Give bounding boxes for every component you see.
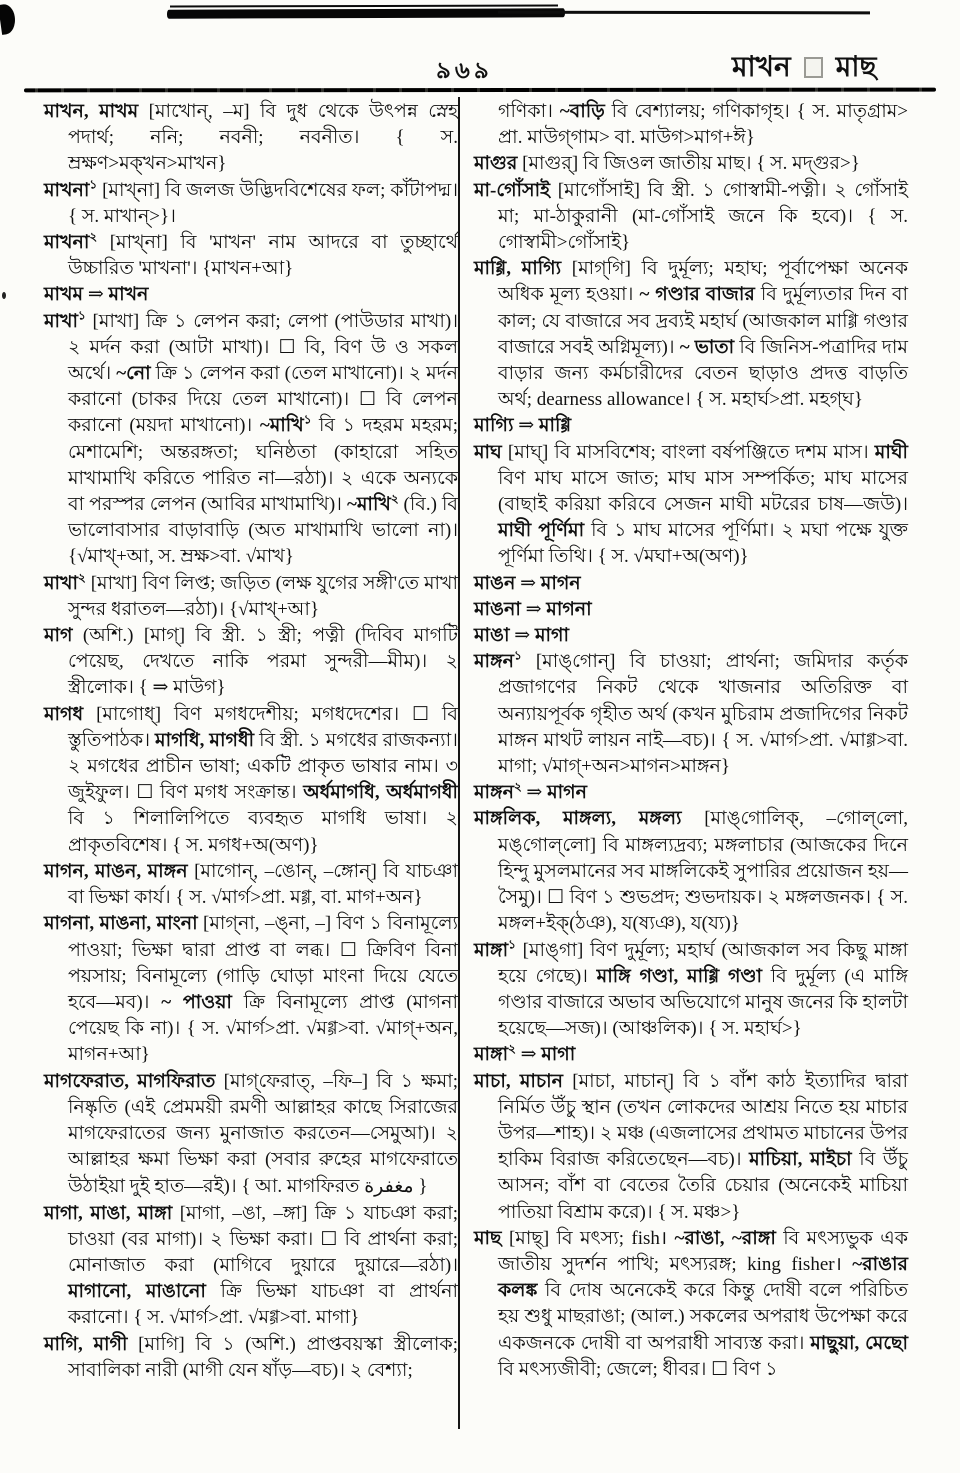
headword-text: মাঙ্গি গণ্ডা, মাগ্গি গণ্ডা [596, 965, 763, 987]
headword-text: মাঘী পূর্ণিমা [498, 520, 585, 542]
superscript: ১ [303, 414, 312, 428]
entry-text: [মাখ্‌না] বি 'মাখন' নাম আদরে বা তুচ্ছার্থে উচ্চারিত 'মাখনা'। {মাখন+আ} [68, 232, 458, 280]
headword-text: মাগি, মাগী [44, 1333, 128, 1355]
headword-text: মাগা [534, 625, 569, 647]
entry-text: ⇒ [520, 598, 547, 620]
headword-text: মাঙনা [474, 598, 521, 620]
headword-text: ~মাখি [347, 494, 391, 516]
headword-text: মাগ [44, 625, 73, 647]
headword-text: মাছুয়া, মেছো [810, 1332, 908, 1354]
dictionary-entry [474, 151, 908, 177]
headword-text: মাছ [474, 1227, 502, 1249]
column-divider [458, 97, 460, 1429]
left-column [44, 99, 458, 1384]
headword-text: মাঘ [474, 441, 502, 463]
superscript: ১ [78, 309, 86, 323]
entry-text: ⇒ [521, 782, 548, 804]
entry-text: ⇒ [509, 625, 535, 647]
headword-text: মাঙা [474, 625, 510, 647]
headword-text: মাঙন [474, 572, 516, 594]
headword-text: মাগন, মাঙন, মাঙ্গন [44, 860, 188, 882]
dictionary-entry [474, 1069, 908, 1226]
entry-text: [মাগুর্‌] বি জিওল জাতীয় মাছ। { স. মদ্‌গুর>} [517, 153, 860, 175]
dictionary-entry [474, 99, 908, 151]
entry-text: ⇒ [83, 284, 109, 306]
headword-text: অর্ধমাগধি, অর্ধমাগধী [303, 782, 458, 804]
dictionary-entry [474, 649, 908, 780]
header-rule [24, 88, 936, 93]
entry-text: (অশি.) [মাগ্‌] বি স্ত্রী. ১ স্ত্রী; পত্নী (দিবিব মাগটি পেয়েছ, দেখতে নাকি পরমা সুন্দরী—মীম)। ২ স্ত্রীলোক। { ⇒ মাউগ} [68, 625, 458, 699]
headword-text: মাগ্গি [538, 415, 572, 437]
headword-text: মাখা [44, 310, 79, 332]
headword-text: মাচা, মাচান [474, 1070, 564, 1092]
guide-separator-square-icon [804, 57, 823, 78]
dictionary-entry [474, 1042, 908, 1068]
right-column [474, 99, 908, 1383]
headword-text: ~ ভাতা [679, 336, 735, 358]
entry-text: [মাখোন্, –ম] বি দুধ থেকে উৎপন্ন স্নেহ পদার্থ; ননি; নবনী; নবনীত। { স. ম্রক্ষণ>মক্খন>মাখন} [68, 101, 459, 175]
dictionary-entry [474, 1226, 908, 1383]
page-number: ৯৬৯ [436, 58, 493, 83]
dictionary-entry [474, 623, 908, 649]
entry-text: مغفرة [364, 1175, 414, 1198]
entry-text: ⇒ [515, 1044, 542, 1066]
entry-text: [মাখা] ক্রি ১ লেপন করা; লেপা (পাউডার মাখা)। ২ মর্দন করা (আটা মাখা)। ☐ বি, বিণ উ ও সকল অর্থে। [68, 310, 458, 385]
entry-text: [মাচা, মাচান্‌] বি ১ বাঁশ কাঠ ইত্যাদির দ্বারা নির্মিত উঁচু স্থান (তখন লোকদের আশ্রয় নিতে হয় মাচার উপর—শাহ)। ২ মঞ্চ (এজলাসের প্রথামত মাচানের উপর হাকিম বিরাজ করিতেছেন—বচ)। [498, 1070, 908, 1171]
dictionary-entry [474, 780, 908, 806]
superscript: ১ [508, 938, 516, 952]
dictionary-entry [474, 178, 908, 257]
entry-text: (বি.) বি ভালোবাসার বাড়াবাড়ি (অত মাখামাখি ভালো না)। {√মাখ্‌+আ, স. ম্রক্ষ>বা. √মাখ} [68, 494, 458, 568]
headword-text: মাঘী [874, 441, 908, 463]
entry-text: [মাগোধ্‌] বিণ মগধদেশীয়; মগধদেশের। ☐ বি স্তুতিপাঠক। [68, 703, 458, 751]
headword-text: মাগধি, মাগধী [155, 729, 255, 751]
entry-text: [মাগা, –ঙা, –ঙ্গা] ক্রি ১ যাচঞা করা; চাওয়া (বর মাগা)। ২ ভিক্ষা করা। ☐ বি প্রার্থনা করা; মোনাজাত করা (মাগিবে দুয়ারে দুয়ারে—রঠা)। [68, 1202, 458, 1276]
dictionary-entry [474, 806, 908, 937]
entry-text: [মাঘ্‌] বি মাসবিশেষ; বাংলা বর্ষপঞ্জিতে দশম মাস। [501, 441, 875, 463]
headword-text: মাগুর [474, 153, 518, 175]
entry-text: [মাছ্‌] বি মৎস্য; fish। [501, 1227, 675, 1249]
dictionary-entry [44, 859, 458, 911]
dictionary-entry [474, 256, 908, 413]
headword-text: মাখন [108, 284, 149, 306]
entry-text: [মাখ্‌না] বি জলজ উদ্ভিদবিশেষের ফল; কাঁটাপদ্ম। { স. মাখান্‌>}। [68, 179, 458, 227]
headword-text: মাগনা [546, 598, 592, 620]
headword-text: মাগা, মাঙা, মাঙ্গা [44, 1202, 173, 1224]
dictionary-entry [44, 99, 458, 178]
headword-text: মাখম [44, 284, 84, 306]
dictionary-entry [44, 309, 458, 571]
entry-text: বি স্ত্রী. ১ মগধের রাজকন্যা। ২ মগধের প্রাচীন ভাষা; একটি প্রাকৃত ভাষার নাম। ৩ জুইফুল। ☐ বিণ মগধ সংক্রান্ত। [68, 729, 458, 804]
headword-text: মাঙ্গা [474, 939, 509, 961]
entry-text: ক্রি ১ লেপন করা (তেল মাখানো)। ২ মর্দন করানো (চাকর দিয়ে তেল মাখানো)। ☐ বি লেপন করানো (ময়দা মাখানো)। [68, 363, 458, 437]
headword-text: মাচিয়া, মাইচা [749, 1149, 852, 1171]
headword-text: মাগনা, মাঙনা, মাংনা [44, 913, 198, 935]
scan-artifact-line-right [498, 11, 870, 15]
entry-text: [মাগোন্‌, –ঙোন্‌, –ঙ্গোন্‌] বি যাচঞা বা ভিক্ষা কার্য। { স. √মার্গ>প্রা. মগ্গ, বা. মাগ+অন} [68, 860, 458, 909]
entry-text: [মাগ্‌না, –ঙ্‌না, –] বিণ ১ বিনামূল্যে পাওয়া; ভিক্ষা দ্বারা প্রাপ্ত বা লব্ধ। ☐ ক্রিবিণ বিনা পয়সায়; বিনামূল্যে (গাড়ি ঘোড়া মাংনা দিয়ে যেতে হবে—মব)। [68, 913, 459, 1013]
headword-text: মাগ্গি, মাগ্যি [474, 258, 562, 280]
superscript: ২ [390, 492, 399, 506]
guide-word-right: মাছ [835, 52, 877, 83]
superscript: ১ [89, 178, 98, 192]
headword-text: মাখন, মাখম [44, 101, 139, 122]
entry-text: বি দুর্মূল্য (এ মাঙ্গি গণ্ডার বাজারে অভাব অভিযোগে মানুষ জনের কি হালটা হয়েছে—সজ)। (আঞ্চলিক)। { স. মহার্ঘ>} [498, 965, 908, 1040]
guide-words [732, 45, 876, 92]
entry-text: ⇒ [513, 415, 539, 437]
headword-text: মাখা [44, 572, 79, 594]
entry-text: [মাগ্‌গি] বি দুর্মূল্য; মহাঘ; পূর্বাপেক্ষা অনেক অধিক মূল্য হওয়া। [498, 258, 908, 306]
dictionary-entry [474, 413, 908, 439]
entry-text: ক্রি বিনামূল্যে প্রাপ্ত (মাগনা পেয়েছ কি না)। { স. √মার্গ>প্রা. √মগ্গ>বা. √মাগ্‌+অন, মাগন+আ} [68, 991, 458, 1066]
headword-text: ~মাখি [259, 415, 304, 437]
entry-text: বি দোষ অনেকেই করে কিন্তু দোষী বলে পরিচিত হয় শুধু মাছরাঙা; (আল.) সকলের অপরাধ উপেক্ষা করে একজনকে দোষী বা অপরাধী সাব্যস্ত করা। [498, 1280, 908, 1354]
scan-artifact-dot [2, 292, 6, 299]
headword-text: ~ গণ্ডার বাজার [639, 284, 755, 306]
entry-text: গণিকা। [498, 101, 560, 122]
dictionary-entry [44, 1069, 458, 1201]
dictionary-entry [474, 440, 908, 571]
entry-text: ⇒ [515, 572, 541, 594]
dictionary-entry [44, 623, 458, 702]
headword-text: মাগন [547, 782, 587, 804]
headword-text: মা-গোঁসাই [474, 179, 551, 201]
headword-text: মাঙ্গলিক, মাঙ্গল্য, মঙ্গল্য [474, 808, 682, 830]
scan-artifact-corner [0, 3, 17, 35]
headword-text: মাগা [541, 1044, 576, 1066]
entry-text: [মাগি] বি ১ (অশি.) প্রাপ্তবয়স্কা স্ত্রীলোক; সাবালিকা নারী (মাগী যেন ষাঁড়—বচ)। ২ বেশ্যা; [68, 1333, 458, 1381]
dictionary-entry [474, 571, 908, 597]
dictionary-entry [474, 597, 908, 623]
superscript: ১ [514, 649, 522, 663]
headword-text: মাগানো, মাঙানো [68, 1281, 206, 1303]
entry-text: বি দুর্মূল্যতার দিন বা কাল; যে বাজারে সব দ্রব্যই মহার্ঘ (আজকাল মাগ্গি গণ্ডার বাজারে সবই অগ্নিমূল্য)। [498, 284, 909, 358]
headword-text: মাগধ [44, 703, 84, 725]
headword-text: মাঙ্গন [474, 782, 515, 804]
dictionary-entry [44, 1201, 458, 1332]
headword-text: মাখনা [44, 232, 90, 254]
headword-text: ~ পাওয়া [161, 991, 232, 1013]
superscript: ২ [508, 1042, 516, 1056]
dictionary-entry [44, 702, 458, 859]
entry-text: বি ১ শিলালিপিতে ব্যবহৃত মাগধি ভাষা। ২ প্রাকৃতবিশেষ। { স. মগধ+অ(অণ)} [68, 808, 458, 856]
scan-artifact-line-top [170, 4, 558, 7]
entry-text: বি জিনিস-পত্রাদির দাম বাড়ার জন্য কর্মচারীদের বেতন ছাড়াও প্রদত্ত বাড়তি অর্থ; dearness allowance। { স. মহার্ঘ>প্রা. মহগ্ঘ} [498, 336, 908, 411]
dictionary-entry [44, 230, 458, 282]
dictionary-entry [44, 911, 458, 1068]
superscript: ২ [89, 230, 98, 244]
headword-text: মাগ্যি [474, 415, 514, 437]
dictionary-entry [44, 1332, 458, 1384]
superscript: ২ [78, 571, 86, 585]
headword-text: মাখনা [44, 179, 90, 201]
dictionary-entry [44, 571, 458, 623]
headword-text: ~রাঙার কলঙ্ক [498, 1253, 908, 1302]
headword-text: ~বাড়ি [559, 101, 605, 122]
entry-text: [মাঙ্‌গোলিক্‌, –গোল্‌লো, মঙ্‌গোল্‌লো] বি মাঙ্গল্যদ্রব্য; মঙ্গলাচার (আজকের দিনে হিন্দু মুসলমানের সব মাঙ্গলিকেই সুপারির প্রয়োজন হয়—সৈমু)। ☐ বিণ ১ শুভপ্রদ; শুভদায়ক। ২ মঙ্গলজনক। { স. মঙ্গল+ইক্‌(ঠঞ), য(ষ্যঞ), য(য্য)} [498, 808, 908, 935]
headword-text: মাগফেরাত, মাগফিরাত [44, 1070, 216, 1092]
entry-text: বি উঁচু আসন; বাঁশ বা বেতের তৈরি চেয়ার (অনেকেই মাচিয়া পাতিয়া বিশ্রাম করে)। { স. মঞ্চ>} [498, 1149, 908, 1223]
entry-text: বি ১ মাঘ মাসের পূর্ণিমা। ২ মঘা পক্ষে যুক্ত পূর্ণিমা তিথি। { স. √মঘা+অ(অণ)} [498, 520, 908, 568]
headword-text: মাগন [540, 572, 581, 594]
entry-text: [মাঙ্‌গা] বিণ দুর্মূল্য; মহার্ঘ (আজকাল সব কিছু মাঙ্গা হয়ে গেছে)। [498, 939, 908, 987]
entry-text: ক্রি ভিক্ষা যাচঞা বা প্রার্থনা করানো। { স. √মার্গ>প্রা. √মগ্গ>বা. মাগা} [68, 1281, 459, 1329]
entry-text: বি ১ দহরম মহরম; মেশামেশি; অন্তরঙ্গতা; ঘনিষ্ঠতা (কাহারো সহিত মাখামাখি করিতে পারিত না—রঠা)। ২ একে অন্যকে বা পরস্পর লেপন (আবির মাখামাখি)। [68, 415, 459, 516]
entry-text: [মাখা] বিণ লিপ্ত; জড়িত (লক্ষ যুগের সঙ্গী'তে মাখা সুন্দর ধরাতল—রঠা)। {√মাখ্‌+আ} [68, 572, 458, 620]
headword-text: ~রাঙা, ~রাঙ্গা [674, 1227, 776, 1249]
superscript: ২ [514, 780, 522, 794]
entry-text: বি বেশ্যালয়; গণিকাগৃহ। { স. মাতৃগ্রাম> প্রা. মাউগ্‌গাম> বা. মাউগ>মাগ+ঈ} [498, 101, 908, 149]
dictionary-entry [44, 178, 458, 230]
dictionary-entry [44, 282, 458, 308]
guide-word-left: মাখন [732, 52, 791, 83]
entry-text: বি মৎস্যজীবী; জেলে; ধীবর। ☐ বিণ ১ [498, 1358, 778, 1380]
entry-text: বি মৎস্যভুক এক জাতীয় সুদর্শন পাখি; মৎস্যরঙ্গ; king fisher। [498, 1227, 908, 1275]
entry-text: } [413, 1176, 428, 1198]
entry-text: [মাগ্‌ফেরাত্‌, –ফি–] বি ১ ক্ষমা; নিষ্কৃতি (এই প্রেমময়ী রমণী আল্লাহর কাছে সিরাজের মাগফেরাতের জন্য মুনাজাত করতেন—সেমুআ)। ২ আল্লাহর ক্ষমা ভিক্ষা করা (সবার রুহের মাগফেরাতে উঠাইয়া দুই হাত—রই)। { আ. মাগফিরত [68, 1070, 458, 1198]
entry-text: [মাগোঁসাই] বি স্ত্রী. ১ গোস্বামী-পত্নী। ২ গোঁসাই মা; মা-ঠাকুরানী (মা-গোঁসাই জনে কি হবে)। { স. গোস্বামী>গোঁসাই} [498, 179, 908, 254]
entry-text: [মাঙ্‌গোন্‌] বি চাওয়া; প্রার্থনা; জমিদার কর্তৃক প্রজাগণের নিকট থেকে খাজনার অতিরিক্ত বা অন্যায়পূর্বক গৃহীত অর্থ (কখন মুচিরাম প্রজাদিগের নিকট মাঙ্গন মাথট লায়ন নাই—বচ)। { স. √মার্গ>প্রা. √মাগ্গ>বা. মাগা; √মাগ্‌+অন>মাগন>মাঙ্গন} [498, 651, 908, 778]
dictionary-entry [474, 938, 908, 1043]
entry-text: বিণ মাঘ মাসে জাত; মাঘ মাস সম্পর্কিত; মাঘ মাসের (বাছাই করিয়া করিবে সেজন মাঘী মটরের চাষ—জউ)। [498, 467, 908, 516]
headword-text: ~নো [116, 363, 151, 385]
headword-text: মাঙ্গা [474, 1044, 509, 1066]
headword-text: মাঙ্গন [474, 651, 515, 673]
